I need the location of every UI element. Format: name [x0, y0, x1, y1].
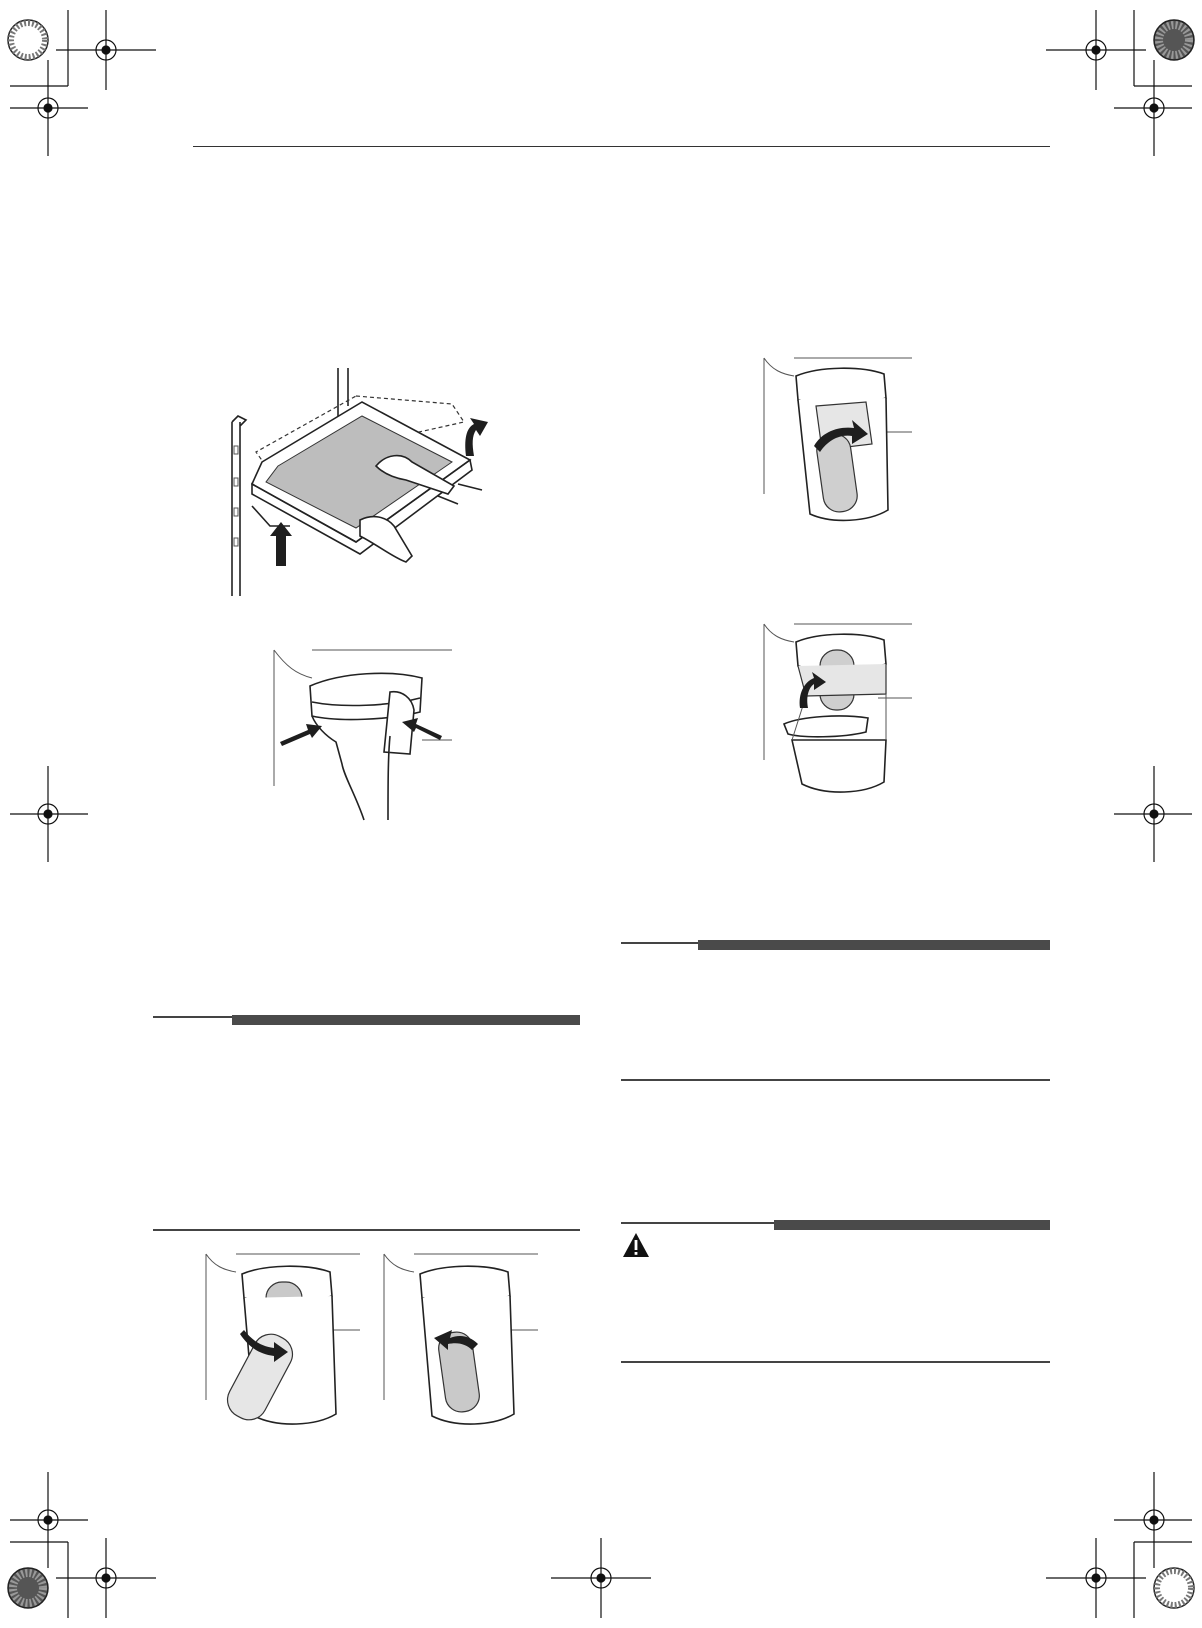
shelf-removal-illustration — [226, 366, 506, 598]
note-end-rule-right — [621, 1079, 1050, 1081]
filter-remove-illustration — [204, 1250, 360, 1432]
registration-wheel-bottom-left — [8, 1568, 48, 1608]
note-rule-right-thin — [621, 942, 701, 944]
filter-insert-illustration — [382, 1250, 538, 1432]
warning-rule-thin — [621, 1222, 777, 1224]
note-bar-right — [698, 940, 1050, 950]
header-rule — [193, 146, 1050, 147]
note-bar-left — [232, 1015, 580, 1025]
warning-triangle-icon — [622, 1232, 650, 1258]
warning-end-rule — [621, 1361, 1050, 1363]
filter-rotate-out-illustration — [762, 354, 912, 526]
note-rule-left-thin — [153, 1016, 233, 1018]
cover-squeeze-illustration — [272, 646, 452, 820]
registration-wheel-bottom-right — [1154, 1568, 1194, 1608]
note-end-rule-left — [153, 1229, 580, 1231]
registration-wheel-top-left — [8, 20, 48, 60]
registration-wheel-top-right — [1154, 20, 1194, 60]
warning-bar — [774, 1220, 1050, 1230]
filter-cover-close-illustration — [762, 620, 912, 800]
